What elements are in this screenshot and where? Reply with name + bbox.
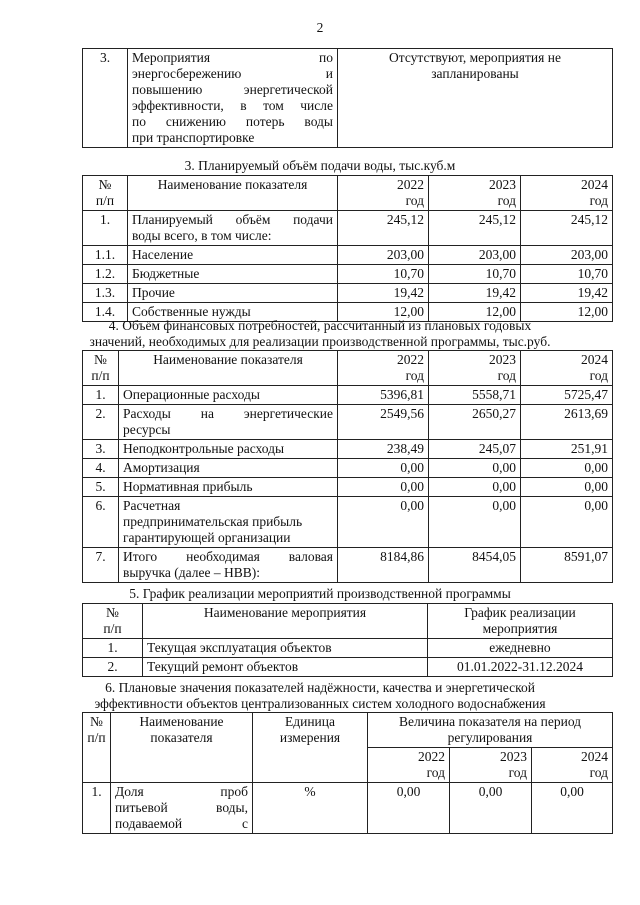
title-line: 4. Объём финансовых потребностей, рассчитанный из плановых годовых [108, 318, 532, 333]
title-line: 6. Плановые значения показателей надёжности, качества и энергетической [105, 680, 535, 695]
row-number: 1.4. [83, 303, 128, 322]
row-name: ресурсы [123, 422, 171, 437]
row-number: 1. [83, 211, 128, 246]
value-cell: 0,00 [429, 459, 521, 478]
text-line: Отсутствуют, мероприятия не [389, 50, 561, 65]
page-number: 2 [316, 20, 324, 35]
value-cell: 0,00 [532, 783, 613, 834]
row-name: Текущий ремонт объектов [143, 658, 428, 677]
table-header-row [83, 176, 613, 211]
header-cell: 2023 [500, 749, 527, 764]
header-cell: Наименование показателя [119, 351, 338, 386]
value-cell: 0,00 [338, 478, 429, 497]
row-number: 1.2. [83, 265, 128, 284]
header-cell: Величина показателя на период [398, 714, 582, 729]
table-row [83, 265, 613, 284]
header-cell: 2024 [581, 177, 608, 192]
water-volume-table [82, 175, 613, 322]
table-row [83, 478, 613, 497]
value-cell: 238,49 [338, 440, 429, 459]
row-name: Планируемый объём подачи [132, 212, 333, 227]
row-name: Неподконтрольные расходы [119, 440, 338, 459]
title-line: эффективности объектов централизованных систем холодного водоснабжения [94, 696, 546, 711]
table-row [83, 386, 613, 405]
section4-title [0, 318, 640, 350]
table-header-row [83, 604, 613, 639]
header-cell: показателя [150, 730, 213, 745]
value-cell: 10,70 [429, 265, 521, 284]
row-name: Доля проб [115, 784, 248, 799]
value-cell: 12,00 [521, 303, 613, 322]
row-name: Расчетная [123, 498, 181, 513]
row-name: гарантирующей организации [123, 530, 291, 545]
header-cell: год [589, 368, 608, 383]
value-cell: 5558,71 [429, 386, 521, 405]
row-name: предпринимательская прибыль [123, 514, 303, 529]
value-cell: 12,00 [338, 303, 429, 322]
text-line: энергосбережению и [132, 66, 333, 81]
header-cell: 2024 [581, 352, 608, 367]
value-cell: 2650,27 [429, 405, 521, 440]
table-row [83, 49, 613, 148]
row-number: 3. [83, 440, 119, 459]
financial-needs-table [82, 350, 613, 583]
row-number: 1.1. [83, 246, 128, 265]
schedule-cell: 01.01.2022-31.12.2024 [428, 658, 613, 677]
row-name: выручка (далее – НВВ): [123, 565, 260, 580]
text-line: при транспортировке [132, 130, 255, 145]
table-row [83, 459, 613, 478]
table-row [83, 783, 613, 834]
value-cell: 12,00 [429, 303, 521, 322]
value-cell: 2549,56 [338, 405, 429, 440]
table-row [83, 497, 613, 548]
header-cell: п/п [91, 368, 110, 383]
unit-cell: % [253, 783, 368, 834]
schedule-cell: ежедневно [428, 639, 613, 658]
row-number: 1. [83, 386, 119, 405]
header-cell: год [405, 368, 424, 383]
header-cell: 2024 [581, 749, 609, 764]
header-cell: год [497, 368, 516, 383]
section3-title: 3. Планируемый объём подачи воды, тыс.куб.м [184, 158, 456, 173]
section5-title: 5. График реализации мероприятий производственной программы [129, 586, 511, 601]
value-cell: 10,70 [521, 265, 613, 284]
table-row [83, 405, 613, 440]
value-cell: 19,42 [521, 284, 613, 303]
row-number: 1. [83, 783, 111, 834]
measure-description [128, 49, 338, 148]
value-cell: 251,91 [521, 440, 613, 459]
table-row [83, 440, 613, 459]
header-cell: График реализации [464, 605, 576, 620]
value-cell: 8454,05 [429, 548, 521, 583]
value-cell: 2613,69 [521, 405, 613, 440]
header-cell: год [508, 765, 527, 780]
text-line: эффективности, в том числе [132, 98, 333, 113]
header-cell: 2023 [489, 352, 516, 367]
table-row [83, 284, 613, 303]
header-cell: Наименование показателя [128, 176, 338, 211]
header-cell: 2022 [397, 352, 424, 367]
row-number: 4. [83, 459, 119, 478]
row-name: Прочие [128, 284, 338, 303]
reliability-indicators-table [82, 712, 613, 834]
value-cell: 0,00 [338, 459, 429, 478]
header-cell: № [98, 177, 112, 192]
value-cell: 5396,81 [338, 386, 429, 405]
row-number: 2. [83, 405, 119, 440]
row-number: 6. [83, 497, 119, 548]
value-cell: 0,00 [521, 497, 613, 548]
row-name: питьевой воды, [115, 800, 248, 815]
value-cell: 0,00 [521, 478, 613, 497]
row-name: Собственные нужды [128, 303, 338, 322]
row-name: Население [128, 246, 338, 265]
value-cell: 0,00 [368, 783, 450, 834]
header-cell: 2023 [489, 177, 516, 192]
row-number: 7. [83, 548, 119, 583]
table-row [83, 548, 613, 583]
row-name: Текущая эксплуатация объектов [143, 639, 428, 658]
value-cell: 203,00 [338, 246, 429, 265]
value-cell: 245,12 [521, 211, 613, 246]
value-cell: 8591,07 [521, 548, 613, 583]
table-row [83, 658, 613, 677]
header-cell: год [589, 193, 608, 208]
header-cell: регулирования [447, 730, 533, 745]
header-cell: п/п [87, 730, 106, 745]
value-cell: 245,07 [429, 440, 521, 459]
value-cell: 19,42 [429, 284, 521, 303]
table-header-row [83, 713, 613, 748]
header-cell: № [90, 714, 103, 729]
header-cell: 2022 [397, 177, 424, 192]
value-cell: 8184,86 [338, 548, 429, 583]
row-number: 3. [83, 49, 128, 148]
row-name: Нормативная прибыль [119, 478, 338, 497]
header-cell: № [106, 605, 119, 620]
table-row [83, 639, 613, 658]
table-row [83, 246, 613, 265]
header-cell: год [497, 193, 516, 208]
value-cell: 0,00 [429, 497, 521, 548]
value-cell: 0,00 [338, 497, 429, 548]
row-name: Итого необходимая валовая [123, 549, 333, 564]
header-cell: п/п [95, 193, 115, 208]
row-name: Расходы на энергетические [123, 406, 333, 421]
text-line: Мероприятия по [132, 50, 333, 65]
value-cell: 0,00 [429, 478, 521, 497]
row-name: подаваемой с [115, 816, 248, 831]
header-cell: мероприятия [482, 621, 558, 636]
row-number: 2. [83, 658, 143, 677]
row-number: 5. [83, 478, 119, 497]
value-cell: 203,00 [429, 246, 521, 265]
value-cell: 10,70 [338, 265, 429, 284]
header-cell: Наименование мероприятия [143, 604, 428, 639]
value-cell: 5725,47 [521, 386, 613, 405]
measure-value [338, 49, 613, 148]
value-cell: 0,00 [450, 783, 532, 834]
table-row [83, 211, 613, 246]
row-name: Операционные расходы [119, 386, 338, 405]
header-cell: год [589, 765, 609, 780]
value-cell: 203,00 [521, 246, 613, 265]
row-name: воды всего, в том числе: [132, 228, 272, 243]
header-cell: год [426, 765, 445, 780]
row-number: 1.3. [83, 284, 128, 303]
header-cell: год [405, 193, 424, 208]
table-header-row [83, 351, 613, 386]
text-line: повышению энергетической [132, 82, 333, 97]
header-cell: измерения [279, 730, 341, 745]
value-cell: 0,00 [521, 459, 613, 478]
schedule-table [82, 603, 613, 677]
value-cell: 245,12 [429, 211, 521, 246]
title-line: значений, необходимых для реализации производственной программы, тыс.руб. [89, 334, 551, 349]
row-name: Бюджетные [128, 265, 338, 284]
section6-title [0, 680, 640, 712]
header-cell: 2022 [418, 749, 445, 764]
text-line: по снижению потерь воды [132, 114, 333, 129]
measures-table [82, 48, 613, 148]
header-cell: Единица [284, 714, 335, 729]
value-cell: 245,12 [338, 211, 429, 246]
header-cell: № [94, 352, 107, 367]
row-name: Амортизация [119, 459, 338, 478]
value-cell: 19,42 [338, 284, 429, 303]
header-cell: п/п [103, 621, 122, 636]
text-line: запланированы [431, 66, 519, 81]
row-number: 1. [83, 639, 143, 658]
header-cell: Наименование [139, 714, 224, 729]
